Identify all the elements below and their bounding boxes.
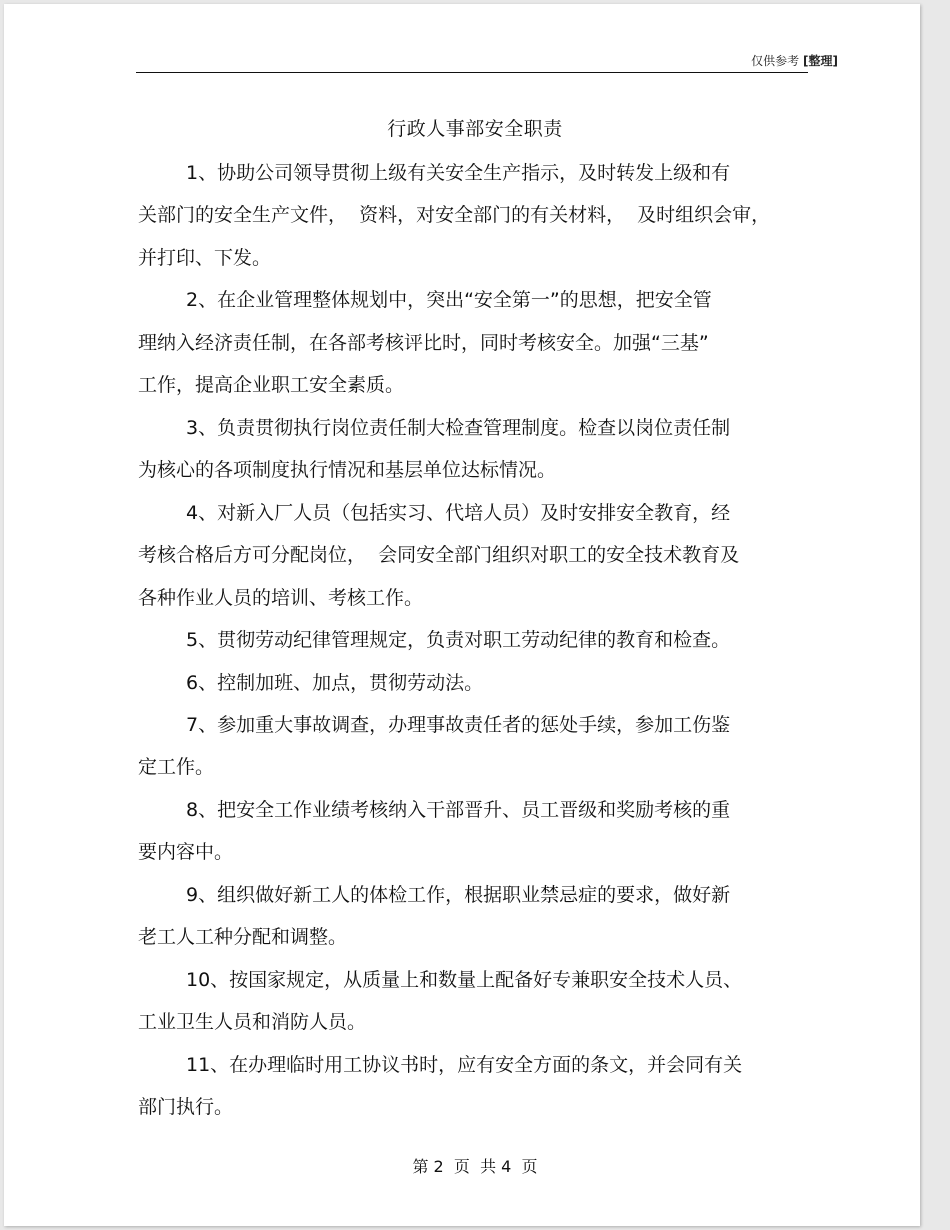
paragraph-1-line-2: 关部门的安全生产文件， 资料，对安全部门的有关材料， 及时组织会审， xyxy=(138,204,771,226)
header-note-text: 仅供参考 xyxy=(751,54,800,68)
paragraph-1-line-1: 1、协助公司领导贯彻上级有关安全生产指示，及时转发上级和有 xyxy=(186,162,731,184)
paragraph-3-line-2: 为核心的各项制度执行情况和基层单位达标情况。 xyxy=(138,459,557,481)
paragraph-3-line-1: 3、负责贯彻执行岗位责任制大检查管理制度。检查以岗位责任制 xyxy=(186,417,731,439)
paragraph-10-line-2: 工业卫生人员和消防人员。 xyxy=(138,1011,367,1033)
paragraph-8-line-2: 要内容中。 xyxy=(138,841,234,863)
paragraph-5-line-1: 5、贯彻劳动纪律管理规定，负责对职工劳动纪律的教育和检查。 xyxy=(186,629,731,651)
paragraph-8-line-1: 8、把安全工作业绩考核纳入干部晋升、员工晋级和奖励考核的重 xyxy=(186,799,731,821)
paragraph-10-line-1: 10、按国家规定，从质量上和数量上配备好专兼职安全技术人员、 xyxy=(186,969,743,991)
paragraph-4-line-2: 考核合格后方可分配岗位， 会同安全部门组织对职工的安全技术教育及 xyxy=(138,544,740,566)
header-divider xyxy=(136,72,808,73)
paragraph-11-line-2: 部门执行。 xyxy=(138,1096,234,1118)
paragraph-1-line-3: 并打印、下发。 xyxy=(138,247,272,269)
paragraph-7-line-1: 7、参加重大事故调查，办理事故责任者的惩处手续，参加工伤鉴 xyxy=(186,714,731,736)
paragraph-2-line-3: 工作，提高企业职工安全素质。 xyxy=(138,374,405,396)
document-page xyxy=(4,4,920,1226)
header-note-tag: [整理] xyxy=(803,54,838,68)
paragraph-4-line-1: 4、对新入厂人员（包括实习、代培人员）及时安排安全教育，经 xyxy=(186,502,731,524)
paragraph-9-line-2: 老工人工种分配和调整。 xyxy=(138,926,348,948)
paragraph-7-line-2: 定工作。 xyxy=(138,756,215,778)
paragraph-11-line-1: 11、在办理临时用工协议书时，应有安全方面的条文，并会同有关 xyxy=(186,1054,743,1076)
paragraph-2-line-2: 理纳入经济责任制，在各部考核评比时，同时考核安全。加强“三基” xyxy=(138,332,709,354)
page-number-footer: 第 2 页 共 4 页 xyxy=(412,1157,538,1176)
page-header-note xyxy=(751,52,838,69)
document-title: 行政人事部安全职责 xyxy=(387,118,563,140)
paragraph-2-line-1: 2、在企业管理整体规划中，突出“安全第一”的思想，把安全管 xyxy=(186,289,712,311)
paragraph-4-line-3: 各种作业人员的培训、考核工作。 xyxy=(138,587,424,609)
paragraph-6-line-1: 6、控制加班、加点，贯彻劳动法。 xyxy=(186,672,484,694)
paragraph-9-line-1: 9、组织做好新工人的体检工作，根据职业禁忌症的要求，做好新 xyxy=(186,884,731,906)
